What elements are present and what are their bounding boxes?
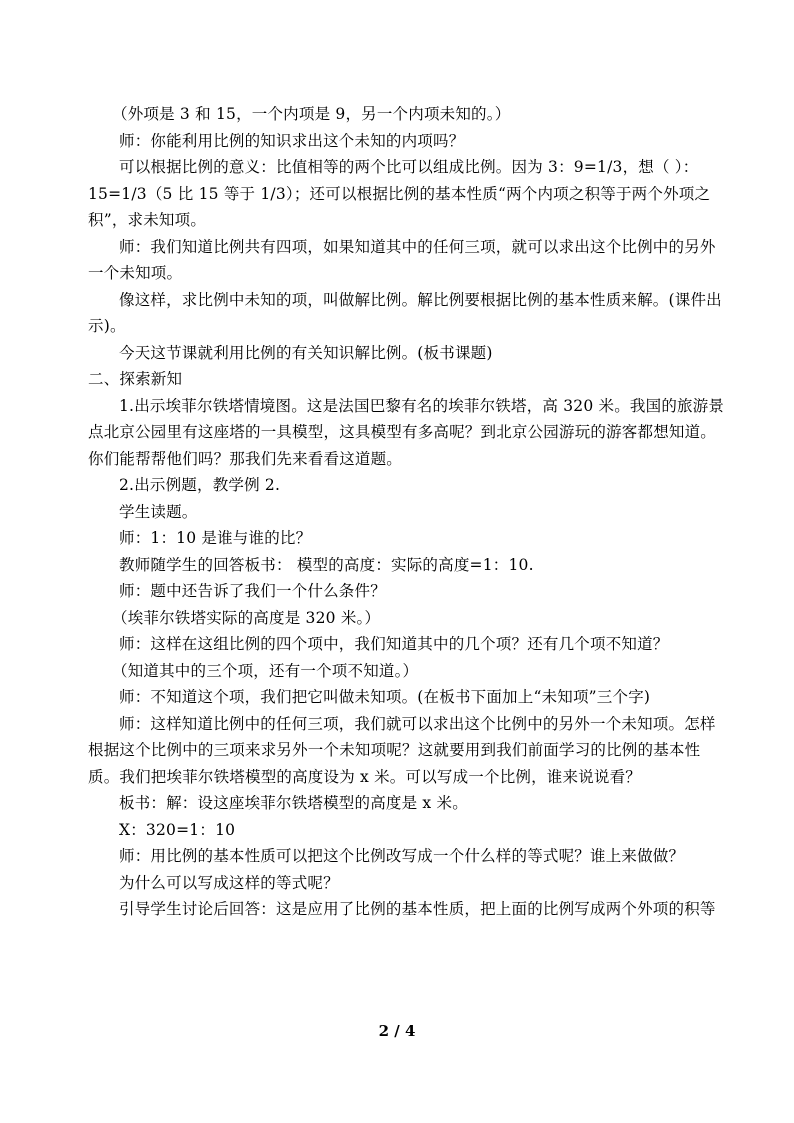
paragraph-line: 今天这节课就利用比例的有关知识解比例。(板书课题): [119, 343, 493, 362]
paragraph-line: 根据这个比例中的三项来求另外一个未知项呢？这就要用到我们前面学习的比例的基本性: [88, 741, 701, 759]
paragraph-line: 师：你能利用比例的知识求出这个未知的内项吗？: [119, 131, 465, 150]
paragraph-line: 板书：解：设这座埃菲尔铁塔模型的高度是 x 米。: [119, 794, 468, 812]
paragraph-line: 15=1/3（5 比 15 等于 1/3）；还可以根据比例的基本性质“两个内项之积等于两个外项之: [88, 184, 711, 203]
document-body: [88, 101, 728, 923]
paragraph-line: 教师随学生的回答板书： 模型的高度：实际的高度=1：10.: [119, 555, 534, 574]
paragraph-line: 为什么可以写成这样的等式呢？: [119, 873, 339, 892]
equation-line: X：320=1：10: [119, 820, 236, 839]
paragraph-line: （埃菲尔铁塔实际的高度是 320 米。）: [112, 608, 381, 627]
paragraph-line: 1.出示埃菲尔铁塔情境图。这是法国巴黎有名的埃菲尔铁塔，高 320 米。我国的旅游景: [119, 396, 725, 415]
paragraph-line: 点北京公园里有这座塔的一具模型，这具模型有多高呢？到北京公园游玩的游客都想知道。: [88, 423, 717, 441]
paragraph-line: 师：1：10 是谁与谁的比？: [119, 529, 312, 547]
paragraph-line: 师：题中还告诉了我们一个什么条件？: [119, 582, 386, 600]
section-heading: 二、探索新知: [88, 370, 183, 388]
paragraph-line: 师：这样在这组比例的四个项中，我们知道其中的几个项？还有几个项不知道？: [119, 635, 669, 653]
page-number: 2 / 4: [378, 1022, 416, 1040]
paragraph-line: 学生读题。: [119, 502, 198, 521]
paragraph-line: 一个未知项。: [88, 264, 183, 282]
paragraph-line: 示)。: [88, 317, 126, 335]
paragraph-line: 2.出示例题，教学例 2.: [119, 476, 281, 494]
paragraph-line: 质。我们把埃菲尔铁塔模型的高度设为 x 米。可以写成一个比例，谁来说说看？: [88, 767, 641, 786]
paragraph-line: 像这样，求比例中未知的项，叫做解比例。解比例要根据比例的基本性质来解。(课件出: [119, 290, 722, 309]
paragraph-line: 引导学生讨论后回答：这是应用了比例的基本性质，把上面的比例写成两个外项的积等: [119, 900, 716, 918]
paragraph-line: 师：这样知道比例中的任何三项，我们就可以求出这个比例中的另外一个未知项。怎样: [119, 714, 716, 733]
paragraph-line: 积”，求未知项。: [88, 211, 207, 229]
paragraph-line: 你们能帮帮他们吗？那我们先来看看这道题。: [88, 449, 403, 468]
paragraph-line: 师：不知道这个项，我们把它叫做未知项。(在板书下面加上“未知项”三个字): [119, 688, 651, 706]
paragraph-line: （外项是 3 和 15，一个内项是 9，另一个内项未知的。）: [112, 105, 511, 123]
paragraph-line: 可以根据比例的意义：比值相等的两个比可以组成比例。因为 3：9=1/3，想（ ）：: [119, 158, 699, 176]
paragraph-line: 师：用比例的基本性质可以把这个比例改写成一个什么样的等式呢？谁上来做做？: [119, 847, 685, 865]
paragraph-line: 师：我们知道比例共有四项，如果知道其中的任何三项，就可以求出这个比例中的另外: [119, 237, 716, 256]
paragraph-line: （知道其中的三个项，还有一个项不知道。）: [112, 661, 419, 680]
